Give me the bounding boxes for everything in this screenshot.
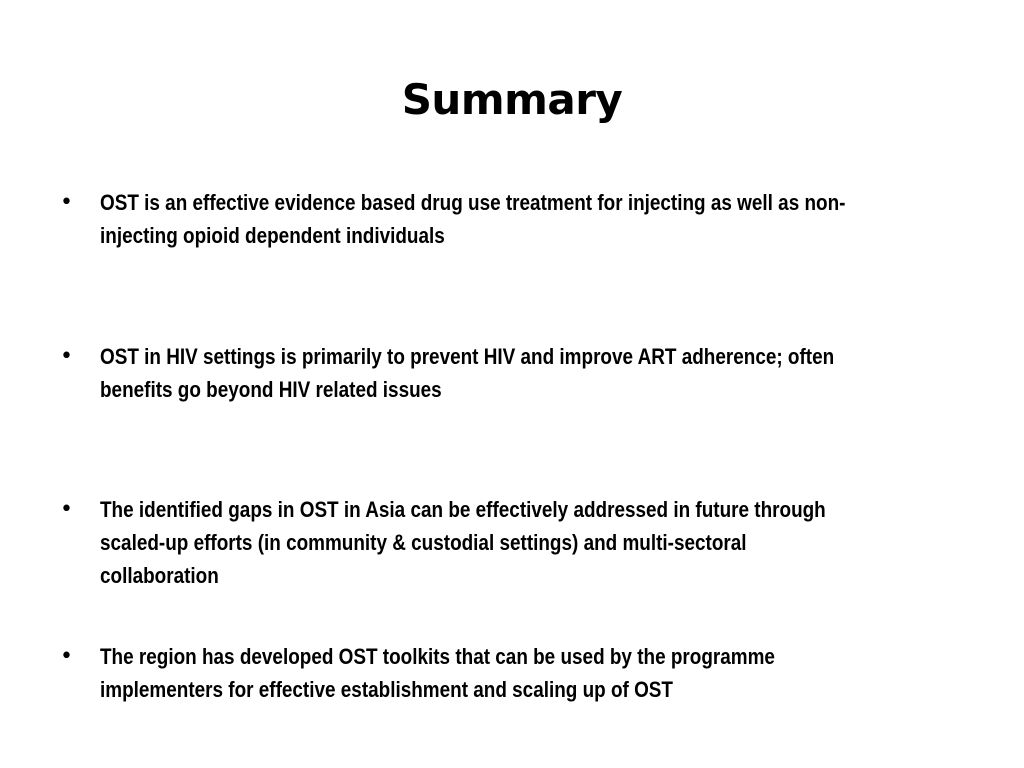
bullet-marker: • bbox=[60, 644, 73, 669]
bullet-item bbox=[60, 640, 970, 706]
bullet-marker: • bbox=[60, 497, 73, 522]
bullet-marker: • bbox=[60, 344, 73, 369]
bullet-item bbox=[60, 340, 970, 406]
bullet-text: OST is an effective evidence based drug use treatment for injecting as well as non-injecting opioid dependent individuals bbox=[100, 190, 846, 248]
bullet-item bbox=[60, 186, 970, 252]
bullet-text: OST in HIV settings is primarily to prevent HIV and improve ART adherence; often benefits go beyond HIV related issues bbox=[100, 344, 835, 402]
bullet-text: The region has developed OST toolkits that can be used by the programme implementers for effective establishment and scaling up of OST bbox=[100, 644, 775, 702]
bullet-item bbox=[60, 493, 970, 592]
slide-title: Summary bbox=[401, 75, 623, 124]
bullet-text: The identified gaps in OST in Asia can be effectively addressed in future through scaled-up efforts (in community & custodial settings) and multi-sectoral collaboration bbox=[100, 497, 826, 588]
bullet-marker: • bbox=[60, 190, 73, 215]
